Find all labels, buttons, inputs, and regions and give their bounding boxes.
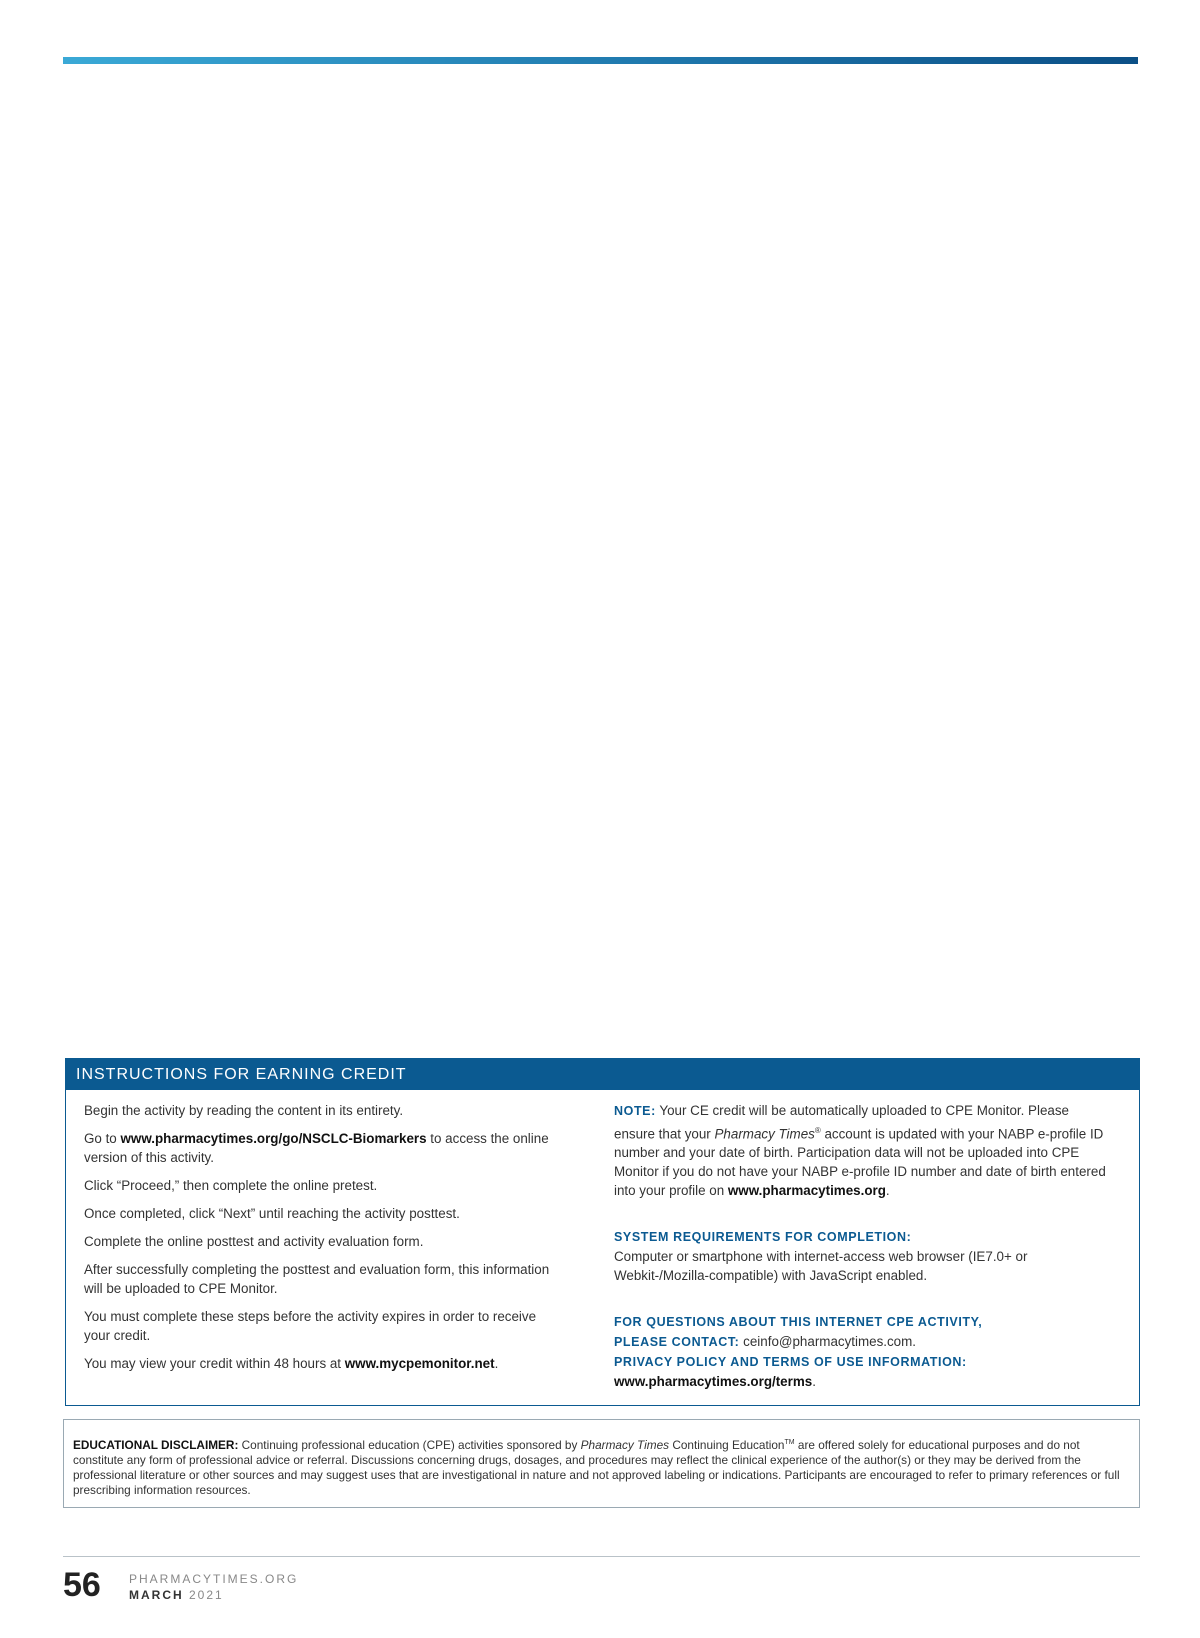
terms-link[interactable]: www.pharmacytimes.org/terms	[614, 1374, 813, 1390]
privacy-end: .	[812, 1374, 816, 1390]
step-8-text: You may view your credit within 48 hours at	[84, 1356, 345, 1371]
note-label: NOTE:	[614, 1104, 656, 1118]
questions-label-line	[614, 1312, 1109, 1332]
instructions-left-column	[84, 1101, 559, 1382]
note-end: .	[885, 1183, 890, 1199]
contact-email[interactable]: ceinfo@pharmacytimes.com.	[739, 1334, 917, 1350]
questions-label-1: FOR QUESTIONS ABOUT THIS INTERNET CPE ACTIVITY,	[614, 1315, 983, 1330]
step-8	[84, 1354, 559, 1373]
footer-month: MARCH	[129, 1588, 184, 1602]
activity-link[interactable]: www.pharmacytimes.org/go/NSCLC-Biomarkers	[120, 1131, 427, 1146]
step-4: Once completed, click “Next” until reaching the activity posttest.	[84, 1206, 460, 1221]
spacer	[614, 1294, 1109, 1312]
step-5: Complete the online posttest and activity evaluation form.	[84, 1234, 424, 1249]
footer-divider	[63, 1556, 1140, 1557]
top-accent-bar	[63, 57, 1138, 64]
step-8-text-end: .	[494, 1356, 499, 1371]
step-6: After successfully completing the posttest and evaluation form, this information will be uploaded to CPE Monitor.	[84, 1262, 550, 1296]
note-text-1: Your CE credit will be automatically uploaded to CPE Monitor. Please ensure that your	[614, 1103, 1069, 1142]
cpe-monitor-link[interactable]: www.mycpemonitor.net	[344, 1356, 495, 1371]
instructions-title: INSTRUCTIONS FOR EARNING CREDIT	[66, 1059, 1139, 1090]
instructions-right-column	[614, 1101, 1109, 1400]
disclaimer-label: EDUCATIONAL DISCLAIMER:	[73, 1437, 239, 1452]
step-2	[84, 1129, 559, 1167]
step-2-text-end: to access the online version of this activity.	[84, 1131, 549, 1165]
page-number: 56	[63, 1566, 101, 1604]
system-requirements-text: Computer or smartphone with internet-access web browser (IE7.0+ or Webkit-/Mozilla-compatible) with JavaScript enabled.	[614, 1249, 1028, 1284]
disclaimer-text-2: Continuing Education	[669, 1437, 785, 1452]
note-text-2: account is updated with your NABP e-profile ID number and your date of birth. Participation data will not be uploaded into CPE Monitor if you do not have your NABP e-profile ID number and date of birth entered into your profile on	[614, 1126, 1106, 1199]
privacy-label: PRIVACY POLICY AND TERMS OF USE INFORMATION:	[614, 1355, 967, 1370]
disclaimer-italic: Pharmacy Times	[580, 1437, 670, 1452]
note-paragraph	[614, 1101, 1109, 1200]
step-2-text: Go to	[84, 1131, 121, 1146]
privacy-label-line	[614, 1352, 1109, 1372]
footer-year: 2021	[183, 1588, 224, 1602]
educational-disclaimer	[63, 1419, 1140, 1508]
questions-label-2: PLEASE CONTACT:	[614, 1335, 740, 1350]
footer-site: PHARMACYTIMES.ORG	[129, 1572, 299, 1586]
pharmacytimes-link[interactable]: www.pharmacytimes.org	[727, 1183, 886, 1199]
footer-issue	[129, 1588, 224, 1602]
registered-mark: ®	[814, 1126, 821, 1135]
step-3: Click “Proceed,” then complete the online pretest.	[84, 1178, 378, 1193]
note-italic: Pharmacy Times	[714, 1126, 815, 1142]
contact-line	[614, 1332, 1109, 1352]
trademark-mark: TM	[784, 1439, 795, 1446]
system-requirements-label-line	[614, 1227, 1109, 1247]
instructions-box	[65, 1058, 1140, 1406]
spacer	[614, 1209, 1109, 1227]
system-requirements-label: SYSTEM REQUIREMENTS FOR COMPLETION:	[614, 1230, 912, 1245]
privacy-line	[614, 1372, 1109, 1391]
step-7: You must complete these steps before the activity expires in order to receive your credit.	[84, 1309, 537, 1343]
disclaimer-text-3: are offered solely for educational purposes and do not constitute any form of professional advice or referral. Discussions concerning drugs, dosages, and procedures may reflect the clinical experience of the author(s) or they may be derived from the professional literature or other sources and may suggest uses that are investigational in nature and not approved labeling or indications. Participants are encouraged to refer to primary references or full prescribing information resources.	[73, 1437, 1120, 1497]
step-1: Begin the activity by reading the content in its entirety.	[84, 1103, 404, 1118]
disclaimer-text-1: Continuing professional education (CPE) activities sponsored by	[238, 1437, 581, 1452]
